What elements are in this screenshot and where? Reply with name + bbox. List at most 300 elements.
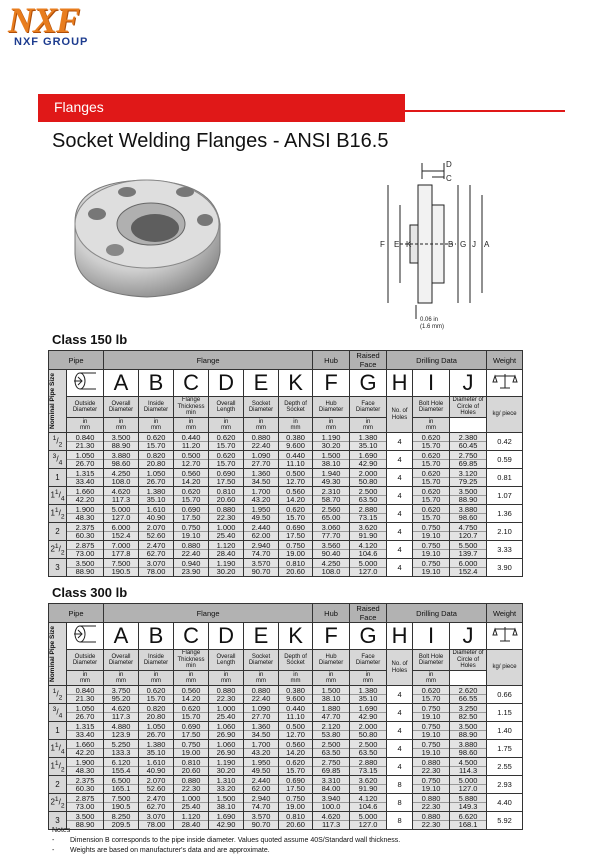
column-description: Hub Diameter [313, 650, 350, 671]
dimension-cell: 6.500 165.1 [104, 776, 139, 794]
dimension-cell: 2.440 62.00 [244, 776, 279, 794]
dimension-cell: 1.880 47.70 [313, 704, 350, 722]
column-description: Flange Thickness min [174, 650, 209, 671]
column-description: Bolt Hole Diameter [413, 397, 450, 418]
dimension-cell: 3.620 91.90 [350, 523, 387, 541]
unit-cell: in mm [413, 418, 450, 433]
dimension-cell: 0.810 20.60 [279, 812, 313, 830]
svg-text:F: F [380, 240, 385, 249]
dimension-cell: 0.690 17.50 [279, 776, 313, 794]
unit-cell: in mm [279, 418, 313, 433]
unit-cell: in mm [209, 418, 244, 433]
weight-value: 1.36 [487, 505, 523, 523]
dimension-letter-d: D [209, 623, 244, 650]
dimension-cell: 1.900 48.30 [67, 758, 104, 776]
column-description: Outside Diameter [67, 650, 104, 671]
dimension-cell: 2.470 62.70 [139, 541, 174, 559]
nps-label: Nominal Pipe Size [49, 373, 56, 429]
dimension-cell: 1.050 26.70 [67, 704, 104, 722]
dimension-cell: 5.000 127.0 [350, 812, 387, 830]
drilling-cell: 0.620 15.70 [413, 487, 450, 505]
dimension-cell: 3.500 88.90 [104, 433, 139, 451]
dimension-cell: 3.560 90.40 [313, 541, 350, 559]
dimension-cell: 2.375 60.30 [67, 776, 104, 794]
dimension-cell: 1.315 33.40 [67, 722, 104, 740]
drilling-cell: 5.000 127.0 [450, 776, 487, 794]
dimension-cell: 0.690 17.50 [174, 722, 209, 740]
hole-count: 8 [387, 776, 413, 794]
weight-value: 1.40 [487, 722, 523, 740]
table-row [49, 451, 523, 469]
svg-text:J: J [472, 240, 476, 249]
dimension-cell: 1.050 26.70 [67, 451, 104, 469]
pipe-size: $1^1/_4$ [49, 487, 67, 505]
unit-cell: in mm [279, 671, 313, 686]
hole-count: 4 [387, 541, 413, 559]
weight-value: 2.55 [487, 758, 523, 776]
dimension-letter-b: B [139, 370, 174, 397]
pipe-size: $2^1/_2$ [49, 794, 67, 812]
drilling-cell: 5.500 139.7 [450, 541, 487, 559]
drilling-cell: 0.880 22.30 [413, 794, 450, 812]
hole-count: 4 [387, 559, 413, 577]
dimension-cell: 1.310 33.20 [209, 776, 244, 794]
dimension-cell: 0.820 20.80 [139, 451, 174, 469]
class-150-table [48, 350, 523, 577]
dimension-cell: 3.070 78.00 [139, 559, 174, 577]
hole-count: 4 [387, 433, 413, 451]
table-row [49, 433, 523, 451]
dimension-cell: 1.380 35.10 [139, 487, 174, 505]
dimension-cell: 4.250 108.0 [313, 559, 350, 577]
dimension-cell: 0.750 19.00 [174, 740, 209, 758]
dimension-cell: 1.050 26.70 [139, 469, 174, 487]
dimension-cell: 0.620 15.70 [279, 505, 313, 523]
dimension-letter-f: F [313, 370, 350, 397]
column-description: No. of Holes [387, 650, 413, 686]
dimension-cell: 2.000 50.80 [350, 469, 387, 487]
unit-cell: in mm [350, 671, 387, 686]
note-item: - Dimension B corresponds to the pipe inside diameter. Values quoted assume 40S/Standard wall thickness. [52, 837, 401, 844]
drilling-cell: 0.620 15.70 [413, 686, 450, 704]
header-pipe: Pipe [49, 604, 104, 623]
column-description: kg/ piece [487, 397, 523, 433]
dimension-cell: 0.620 15.70 [139, 433, 174, 451]
dimension-cell: 2.120 53.80 [313, 722, 350, 740]
header-drilling-data: Drilling Data [387, 351, 487, 370]
dimension-cell: 0.810 20.60 [209, 487, 244, 505]
weight-scale-icon [487, 623, 523, 650]
table-row [49, 758, 523, 776]
class-150-heading: Class 150 lb [52, 332, 128, 347]
dimension-cell: 1.380 35.10 [350, 686, 387, 704]
dimension-cell: 1.690 42.90 [209, 812, 244, 830]
pipe-size: $1^1/_2$ [49, 758, 67, 776]
unit-cell: in mm [413, 671, 450, 686]
drilling-cell: 0.620 15.70 [413, 505, 450, 523]
dimension-cell: 8.250 209.5 [104, 812, 139, 830]
dimension-letter-h: H [387, 623, 413, 650]
hole-count: 4 [387, 686, 413, 704]
weight-value: 0.66 [487, 686, 523, 704]
dimension-cell: 1.050 26.70 [139, 722, 174, 740]
pipe-size: 3 [49, 812, 67, 830]
dimension-letter-e: E [244, 370, 279, 397]
dimension-cell: 1.380 35.10 [139, 740, 174, 758]
dimension-cell: 0.620 15.70 [174, 487, 209, 505]
dimension-letter-i: I [413, 623, 450, 650]
dimension-cell: 3.500 88.90 [67, 812, 104, 830]
section-label: Flanges [54, 99, 104, 115]
column-description: Depth of Socket [279, 397, 313, 418]
unit-cell: in mm [104, 671, 139, 686]
dimension-cell: 0.440 11.20 [174, 433, 209, 451]
dimension-letter-k: K [279, 623, 313, 650]
dimension-cell: 3.940 100.0 [313, 794, 350, 812]
dimension-cell: 4.620 117.3 [313, 812, 350, 830]
weight-value: 4.40 [487, 794, 523, 812]
dimension-cell: 0.620 15.70 [174, 704, 209, 722]
pipe-size: 1 [49, 722, 67, 740]
column-description: Outside Diameter [67, 397, 104, 418]
dimension-letter-g: G [350, 623, 387, 650]
notes-title: Notes [52, 827, 71, 834]
pipe-size: $1^1/_4$ [49, 740, 67, 758]
dimension-cell: 1.360 34.50 [244, 722, 279, 740]
table-row [49, 523, 523, 541]
dimension-cell: 3.880 98.60 [104, 451, 139, 469]
dimension-cell: 7.500 190.5 [104, 794, 139, 812]
dimension-cell: 2.070 52.60 [139, 776, 174, 794]
dimension-cell: 2.440 62.00 [244, 523, 279, 541]
unit-cell: in mm [244, 418, 279, 433]
banner-rule [405, 110, 565, 112]
hole-count: 8 [387, 812, 413, 830]
dimension-cell: 1.660 42.20 [67, 487, 104, 505]
dimension-cell: 3.570 90.70 [244, 812, 279, 830]
drilling-cell: 0.750 19.10 [413, 704, 450, 722]
nps-label: Nominal Pipe Size [49, 626, 56, 682]
dimension-cell: 1.380 35.10 [350, 433, 387, 451]
dimension-cell: 2.940 74.70 [244, 794, 279, 812]
dimension-cell: 4.880 123.9 [104, 722, 139, 740]
unit-row [49, 671, 523, 686]
drilling-cell: 0.750 19.10 [413, 541, 450, 559]
drilling-cell: 3.120 79.25 [450, 469, 487, 487]
hole-count: 4 [387, 451, 413, 469]
svg-text:A: A [484, 240, 490, 249]
dimension-cell: 0.620 15.70 [279, 758, 313, 776]
header-flange: Flange [104, 351, 313, 370]
logo-mark: NXF [8, 0, 80, 40]
svg-text:K: K [406, 240, 412, 249]
dimension-cell: 1.500 38.10 [209, 794, 244, 812]
dimension-cell: 1.000 25.40 [209, 523, 244, 541]
dimension-cell: 0.620 15.70 [209, 433, 244, 451]
dimension-letter-i: I [413, 370, 450, 397]
dimension-cell: 5.000 127.0 [104, 505, 139, 523]
dimension-cell: 0.380 9.600 [279, 433, 313, 451]
dimension-cell: 0.620 15.70 [139, 686, 174, 704]
hole-count: 4 [387, 469, 413, 487]
dimension-cell: 0.940 23.90 [174, 559, 209, 577]
hole-count: 4 [387, 722, 413, 740]
dimension-cell: 1.950 49.50 [244, 505, 279, 523]
drilling-cell: 0.880 22.30 [413, 812, 450, 830]
dimension-cell: 1.360 34.50 [244, 469, 279, 487]
dimension-letter-c: C [174, 370, 209, 397]
dimension-cell: 7.500 190.5 [104, 559, 139, 577]
dimension-cell: 0.880 22.40 [244, 686, 279, 704]
pipe-size: 3 [49, 559, 67, 577]
column-description: Overall Length [209, 397, 244, 418]
hole-count: 4 [387, 704, 413, 722]
dimension-cell: 2.375 60.30 [67, 523, 104, 541]
column-description: Hub Diameter [313, 397, 350, 418]
dimension-cell: 2.000 50.80 [350, 722, 387, 740]
dimension-cell: 0.380 9.600 [279, 686, 313, 704]
dimension-cell: 1.950 49.50 [244, 758, 279, 776]
dimension-cell: 0.880 22.30 [209, 505, 244, 523]
symbol-row [49, 370, 523, 397]
dimension-letter-b: B [139, 623, 174, 650]
dimension-letter-h: H [387, 370, 413, 397]
column-description: Flange Thickness min [174, 397, 209, 418]
dimension-cell: 0.690 17.50 [209, 469, 244, 487]
unit-row [49, 418, 523, 433]
notes [52, 826, 552, 856]
dimension-cell: 1.690 42.90 [350, 451, 387, 469]
dimension-cell: 1.190 30.20 [209, 758, 244, 776]
dimension-cell: 0.880 22.40 [244, 433, 279, 451]
svg-text:G: G [460, 240, 467, 249]
unit-cell: in mm [174, 418, 209, 433]
dimension-cell: 1.190 30.20 [313, 433, 350, 451]
pipe-size: 2 [49, 776, 67, 794]
dimension-letter-c: C [174, 623, 209, 650]
class-300-table [48, 603, 523, 830]
pipe-icon [67, 623, 104, 650]
hole-count: 4 [387, 487, 413, 505]
dimension-cell: 4.250 108.0 [104, 469, 139, 487]
unit-cell: in mm [139, 671, 174, 686]
dimension-cell: 2.560 65.00 [313, 505, 350, 523]
table-row [49, 704, 523, 722]
dimension-cell: 1.000 25.40 [174, 794, 209, 812]
column-description: Socket Diameter [244, 397, 279, 418]
dimension-cell: 0.440 11.10 [279, 451, 313, 469]
dimension-cell: 6.120 155.4 [104, 758, 139, 776]
dimension-cell: 3.070 78.00 [139, 812, 174, 830]
description-row [49, 397, 523, 418]
dimension-cell: 2.875 73.00 [67, 794, 104, 812]
pipe-size: $^3/_4$ [49, 704, 67, 722]
dimension-cell: 0.840 21.30 [67, 433, 104, 451]
dimension-cell: 3.620 91.90 [350, 776, 387, 794]
dimension-cell: 0.440 11.10 [279, 704, 313, 722]
header-hub: Hub [313, 604, 350, 623]
flange-section-drawing [360, 155, 500, 335]
column-description: Inside Diameter [139, 650, 174, 671]
dimension-cell: 0.810 20.60 [279, 559, 313, 577]
dimension-cell: 2.940 74.70 [244, 541, 279, 559]
dimension-cell: 3.570 90.70 [244, 559, 279, 577]
drilling-cell: 0.750 19.10 [413, 559, 450, 577]
hole-count: 4 [387, 740, 413, 758]
dimension-cell: 0.500 12.70 [279, 722, 313, 740]
dimension-cell: 0.560 14.20 [279, 487, 313, 505]
dimension-cell: 1.090 27.70 [244, 451, 279, 469]
pipe-size: $2^1/_2$ [49, 541, 67, 559]
drilling-cell: 0.750 19.10 [413, 523, 450, 541]
dimension-cell: 0.500 12.70 [279, 469, 313, 487]
group-header-row [49, 604, 523, 623]
dimension-letter-j: J [450, 370, 487, 397]
header-drilling-data: Drilling Data [387, 604, 487, 623]
dimension-cell: 3.310 84.00 [313, 776, 350, 794]
weight-value: 1.15 [487, 704, 523, 722]
dimension-cell: 0.620 15.70 [209, 451, 244, 469]
dimension-cell: 5.250 133.3 [104, 740, 139, 758]
unit-cell: in mm [174, 671, 209, 686]
weight-value: 1.75 [487, 740, 523, 758]
weight-value: 0.59 [487, 451, 523, 469]
dimension-cell: 2.500 63.50 [313, 740, 350, 758]
dimension-cell: 7.000 177.8 [104, 541, 139, 559]
pipe-size: $^1/_2$ [49, 686, 67, 704]
dimension-cell: 4.120 104.6 [350, 794, 387, 812]
dimension-cell: 6.000 152.4 [104, 523, 139, 541]
pipe-size: $^3/_4$ [49, 451, 67, 469]
flange-photo [55, 162, 230, 307]
drilling-cell: 0.620 15.70 [413, 451, 450, 469]
dimension-cell: 1.610 40.90 [139, 758, 174, 776]
dimension-cell: 2.070 52.60 [139, 523, 174, 541]
drilling-cell: 3.880 98.60 [450, 740, 487, 758]
column-description: Diameter of Circle of Holes [450, 650, 487, 671]
unit-cell: in mm [139, 418, 174, 433]
drilling-cell: 0.620 15.70 [413, 469, 450, 487]
class-300-heading: Class 300 lb [52, 585, 128, 600]
unit-cell: in mm [313, 418, 350, 433]
group-header-row [49, 351, 523, 370]
header-weight: Weight [487, 604, 523, 623]
dimension-cell: 1.500 38.10 [313, 686, 350, 704]
dimension-cell: 2.500 63.50 [350, 740, 387, 758]
dimension-cell: 0.690 17.50 [174, 505, 209, 523]
dimension-cell: 4.620 117.3 [104, 704, 139, 722]
weight-value: 0.81 [487, 469, 523, 487]
description-row [49, 650, 523, 671]
dimension-cell: 3.500 88.90 [67, 559, 104, 577]
column-description: Bolt Hole Diameter [413, 650, 450, 671]
column-description: Overall Diameter [104, 650, 139, 671]
weight-value: 3.90 [487, 559, 523, 577]
nps-label-cell [49, 623, 67, 686]
unit-cell: in mm [350, 418, 387, 433]
dimension-cell: 0.560 14.20 [174, 686, 209, 704]
weight-value: 3.33 [487, 541, 523, 559]
header-hub: Hub [313, 351, 350, 370]
dimension-cell: 1.120 28.40 [209, 541, 244, 559]
drilling-cell: 0.750 19.10 [413, 776, 450, 794]
weight-value: 2.10 [487, 523, 523, 541]
dimension-cell: 0.880 22.30 [209, 686, 244, 704]
pipe-icon [67, 370, 104, 397]
table-row [49, 559, 523, 577]
page-title: Socket Welding Flanges - ANSI B16.5 [52, 130, 389, 152]
column-description: Overall Length [209, 650, 244, 671]
dimension-cell: 2.880 73.15 [350, 758, 387, 776]
column-description: Inside Diameter [139, 397, 174, 418]
header-raised-face: Raised Face [350, 604, 387, 623]
table-row [49, 541, 523, 559]
dimension-cell: 2.470 62.70 [139, 794, 174, 812]
weight-scale-icon [487, 370, 523, 397]
drilling-cell: 6.000 152.4 [450, 559, 487, 577]
svg-text:C: C [446, 174, 452, 183]
dimension-letter-k: K [279, 370, 313, 397]
dimension-cell: 4.120 104.6 [350, 541, 387, 559]
svg-text:E: E [394, 240, 400, 249]
hole-count: 4 [387, 758, 413, 776]
section-banner [38, 94, 405, 122]
dimension-cell: 1.610 40.90 [139, 505, 174, 523]
drilling-cell: 6.620 168.1 [450, 812, 487, 830]
dimension-cell: 1.060 26.90 [209, 740, 244, 758]
weight-value: 2.93 [487, 776, 523, 794]
column-description: Overall Diameter [104, 397, 139, 418]
unit-cell: in mm [104, 418, 139, 433]
header-pipe: Pipe [49, 351, 104, 370]
dimension-letter-f: F [313, 623, 350, 650]
table-row [49, 686, 523, 704]
svg-text:B: B [448, 240, 454, 249]
column-description: kg/ piece [487, 650, 523, 686]
pipe-size: 1 [49, 469, 67, 487]
dimension-cell: 1.315 33.40 [67, 469, 104, 487]
header-flange: Flange [104, 604, 313, 623]
dimension-cell: 0.880 22.30 [174, 776, 209, 794]
dimension-cell: 0.560 14.20 [279, 740, 313, 758]
drilling-cell: 2.380 60.45 [450, 433, 487, 451]
dimension-cell: 2.500 63.50 [350, 487, 387, 505]
drilling-cell: 4.750 120.7 [450, 523, 487, 541]
table-row [49, 505, 523, 523]
table-row [49, 794, 523, 812]
drilling-cell: 0.620 15.70 [413, 433, 450, 451]
header-weight: Weight [487, 351, 523, 370]
dimension-cell: 0.820 20.80 [139, 704, 174, 722]
dimension-cell: 1.060 26.90 [209, 722, 244, 740]
hole-count: 8 [387, 794, 413, 812]
pipe-size: $^1/_2$ [49, 433, 67, 451]
dimension-cell: 1.090 27.70 [244, 704, 279, 722]
dimension-cell: 2.875 73.00 [67, 541, 104, 559]
unit-cell: in mm [67, 418, 104, 433]
table-row [49, 469, 523, 487]
dimension-cell: 0.560 14.20 [174, 469, 209, 487]
dimension-cell: 1.660 42.20 [67, 740, 104, 758]
svg-text:(1.6 mm): (1.6 mm) [420, 324, 444, 330]
dimension-cell: 3.060 77.70 [313, 523, 350, 541]
dimension-letter-j: J [450, 623, 487, 650]
dimension-cell: 1.120 28.40 [174, 812, 209, 830]
dimension-letter-e: E [244, 623, 279, 650]
table-row [49, 776, 523, 794]
dimension-cell: 2.310 58.70 [313, 487, 350, 505]
unit-cell: in mm [313, 671, 350, 686]
